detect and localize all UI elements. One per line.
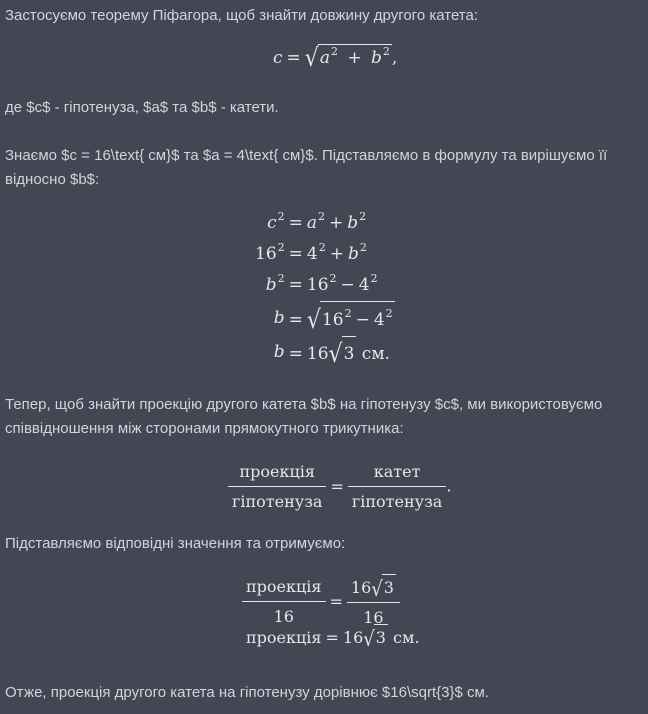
step-1-rhs: = $a^2 + b^2$ bbox=[288, 210, 367, 233]
ratio-fraction-right: $\frac{\text{катет}}{\text{гіпотенуза}}$ bbox=[348, 460, 446, 514]
pythagoras-formula: $c = √a^2 + b^2$ , bbox=[273, 44, 398, 73]
ratio-fraction-left: $\frac{\text{проекція}}{\text{гіпотенуза}}$ bbox=[228, 460, 326, 514]
substitution-text: Підставляємо відповідні значення та отримуємо: bbox=[5, 535, 346, 552]
step-5-rhs: = 16√3 см. bbox=[285, 336, 395, 368]
step-3-lhs: $b^2$ bbox=[265, 272, 285, 295]
conclusion-text: Отже, проекція другого катета на гіпотенузу дорівнює $16\sqrt{3}$ см. bbox=[5, 684, 489, 701]
solve-steps-block bbox=[255, 208, 395, 368]
step-4-rhs: = $√16^2 - 4^2$ bbox=[285, 301, 395, 336]
given-values-text: Знаємо $c = 16\text{ см}$ та $a = 4\text{ см}$. Підставляємо в формулу та вирішуємо її відносно $b$: bbox=[5, 147, 608, 188]
step-2-rhs: = $4^2 + b^2$ bbox=[288, 241, 367, 264]
ratio-formula: $\frac{\text{проекція}}{\text{гіпотенуза}}$ = $\frac{\text{катет}}{\text{гіпотенуза}}$ . bbox=[228, 460, 451, 514]
intro-text: Застосуємо теорему Піфагора, щоб знайти довжину другого катета: bbox=[5, 7, 478, 24]
step-4-lhs: b bbox=[273, 308, 285, 328]
step-5-lhs: b bbox=[273, 342, 285, 362]
step-2-lhs: $16^2$ bbox=[255, 241, 285, 264]
projection-intro-text: Тепер, щоб знайти проекцію другого катета $b$ на гіпотенузу $c$, ми використовуємо співвідношення між сторонами прямокутного трикутника: bbox=[5, 396, 603, 437]
definitions-text: де $c$ - гіпотенуза, $a$ та $b$ - катети. bbox=[5, 99, 279, 116]
subst-fraction-right: $\frac{16√3}{16}$ bbox=[347, 574, 400, 630]
subst-fraction-left: $\frac{\text{проекція}}{16}$ bbox=[242, 575, 326, 629]
substitution-formula: $\frac{\text{проекція}}{16}$ = $\frac{16√3}{16}$ bbox=[242, 574, 400, 630]
step-3-rhs: = $16^2 - 4^2$ bbox=[288, 272, 378, 295]
step-1-lhs: $c^2$ bbox=[267, 210, 285, 233]
final-result-formula: проекція = 16√3 см. bbox=[246, 624, 420, 650]
